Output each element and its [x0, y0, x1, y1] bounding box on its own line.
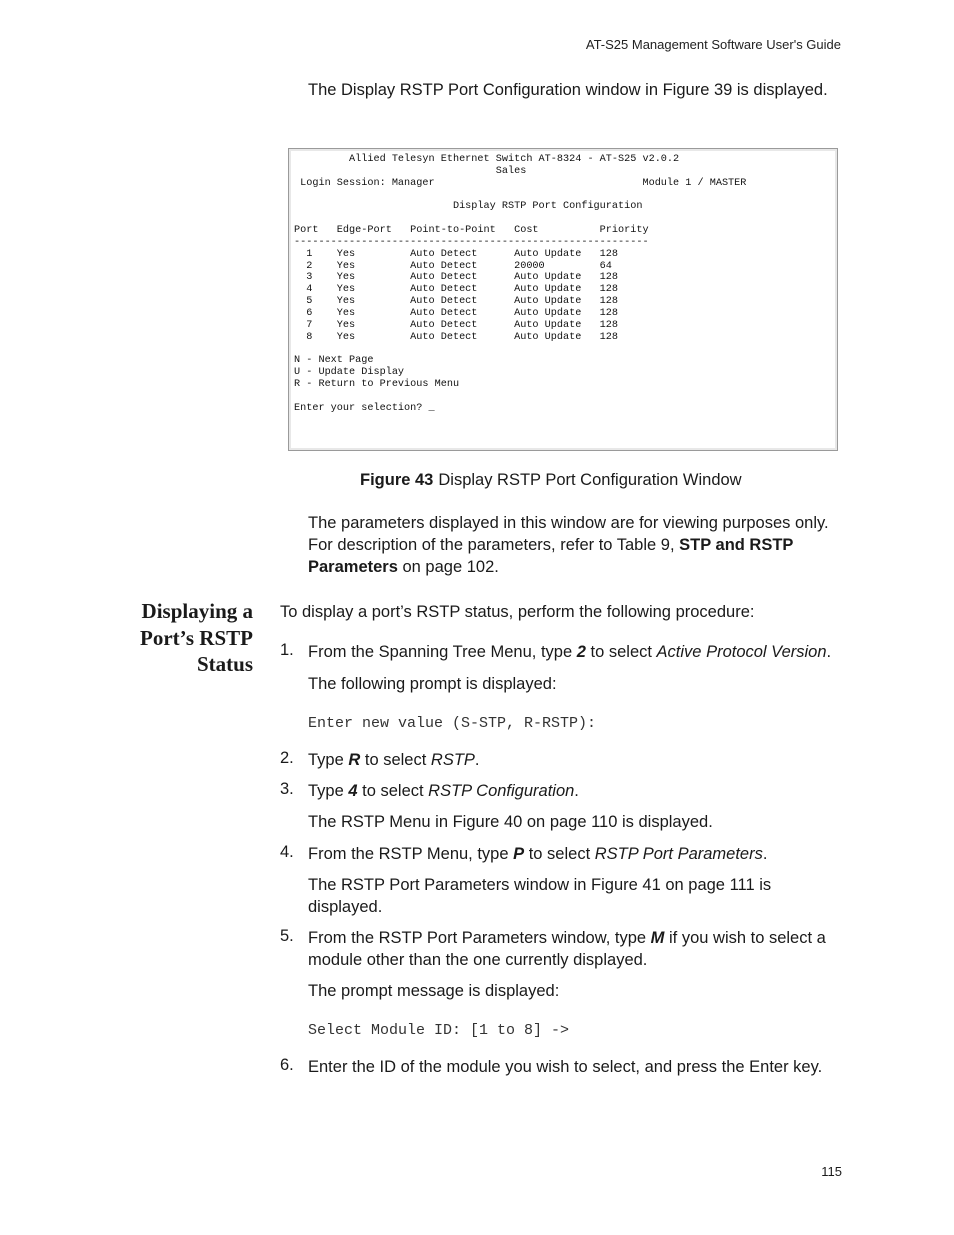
step-3: Type 4 to select RSTP Configuration. — [308, 782, 579, 800]
step-number: 1. — [280, 641, 294, 659]
cross-reference-link[interactable]: STP and RSTP Parameters — [308, 536, 794, 576]
step-number: 2. — [280, 749, 294, 767]
section-heading: Displaying a Port’s RSTP Status — [140, 599, 253, 676]
key-value: R — [348, 751, 361, 769]
prompt-code: Select Module ID: [1 to 8] -> — [308, 1022, 570, 1039]
running-header: AT-S25 Management Software User's Guide — [585, 37, 841, 52]
step-number: 4. — [280, 843, 294, 861]
terminal-text: Allied Telesyn Ethernet Switch AT-8324 - AT-S25 v2.0.2 Sales Login Session: Manager Module 1 / MASTER Display RSTP Port Configuration Port Edge-Port Point-to-Point Cost Priority ---------------------------------------------------------- 1 Yes Auto Detect Auto Update 128 2 Yes Auto Detect 20000 64 3 Yes Auto Detect Auto Update 128 4 Yes Auto Detect Auto Update 128 5 Yes Auto Detect Auto Update 128 6 Yes Auto Detect Auto Update 128 7 Yes Auto Detect Auto Update 128 8 Yes Auto Detect Auto Update 128 N - Next Page U - Update Display R - Return to Previous Menu Enter your selection? _ — [294, 154, 747, 414]
step-3-note: The RSTP Menu in Figure 40 on page 110 is displayed. — [308, 813, 713, 831]
figure-title: Display RSTP Port Configuration Window — [438, 471, 742, 489]
terminal-screenshot — [288, 148, 838, 451]
page-number: 115 — [821, 1164, 842, 1179]
key-value: 4 — [348, 782, 358, 800]
step-4: From the RSTP Menu, type P to select RSTP Port Parameters. — [308, 845, 768, 863]
step-1-note: The following prompt is displayed: — [308, 675, 557, 693]
step-4-note: The RSTP Port Parameters window in Figure 41 on page 111 is displayed. — [308, 876, 772, 916]
key-value: P — [513, 845, 525, 863]
step-5: From the RSTP Port Parameters window, type M if you wish to select a module other than the one currently displayed. — [308, 929, 826, 969]
figure-caption — [360, 471, 742, 490]
step-5-note: The prompt message is displayed: — [308, 982, 560, 1000]
intro-paragraph: The Display RSTP Port Configuration window in Figure 39 is displayed. — [308, 81, 828, 99]
prompt-code: Enter new value (S-STP, R-RSTP): — [308, 715, 597, 732]
step-number: 3. — [280, 780, 294, 798]
step-2: Type R to select RSTP. — [308, 751, 480, 769]
figure-label: Figure 43 — [360, 471, 434, 489]
step-6: Enter the ID of the module you wish to select, and press the Enter key. — [308, 1058, 823, 1076]
step-1: From the Spanning Tree Menu, type 2 to select Active Protocol Version. — [308, 643, 832, 661]
key-value: M — [650, 929, 665, 947]
section-intro: To display a port’s RSTP status, perform the following procedure: — [280, 603, 755, 621]
key-value: 2 — [576, 643, 586, 661]
parameters-paragraph: The parameters displayed in this window are for viewing purposes only. For description of the parameters, refer to Table 9, STP and RSTP Parameters on page 102. — [308, 514, 829, 576]
step-number: 6. — [280, 1056, 294, 1074]
step-number: 5. — [280, 927, 294, 945]
